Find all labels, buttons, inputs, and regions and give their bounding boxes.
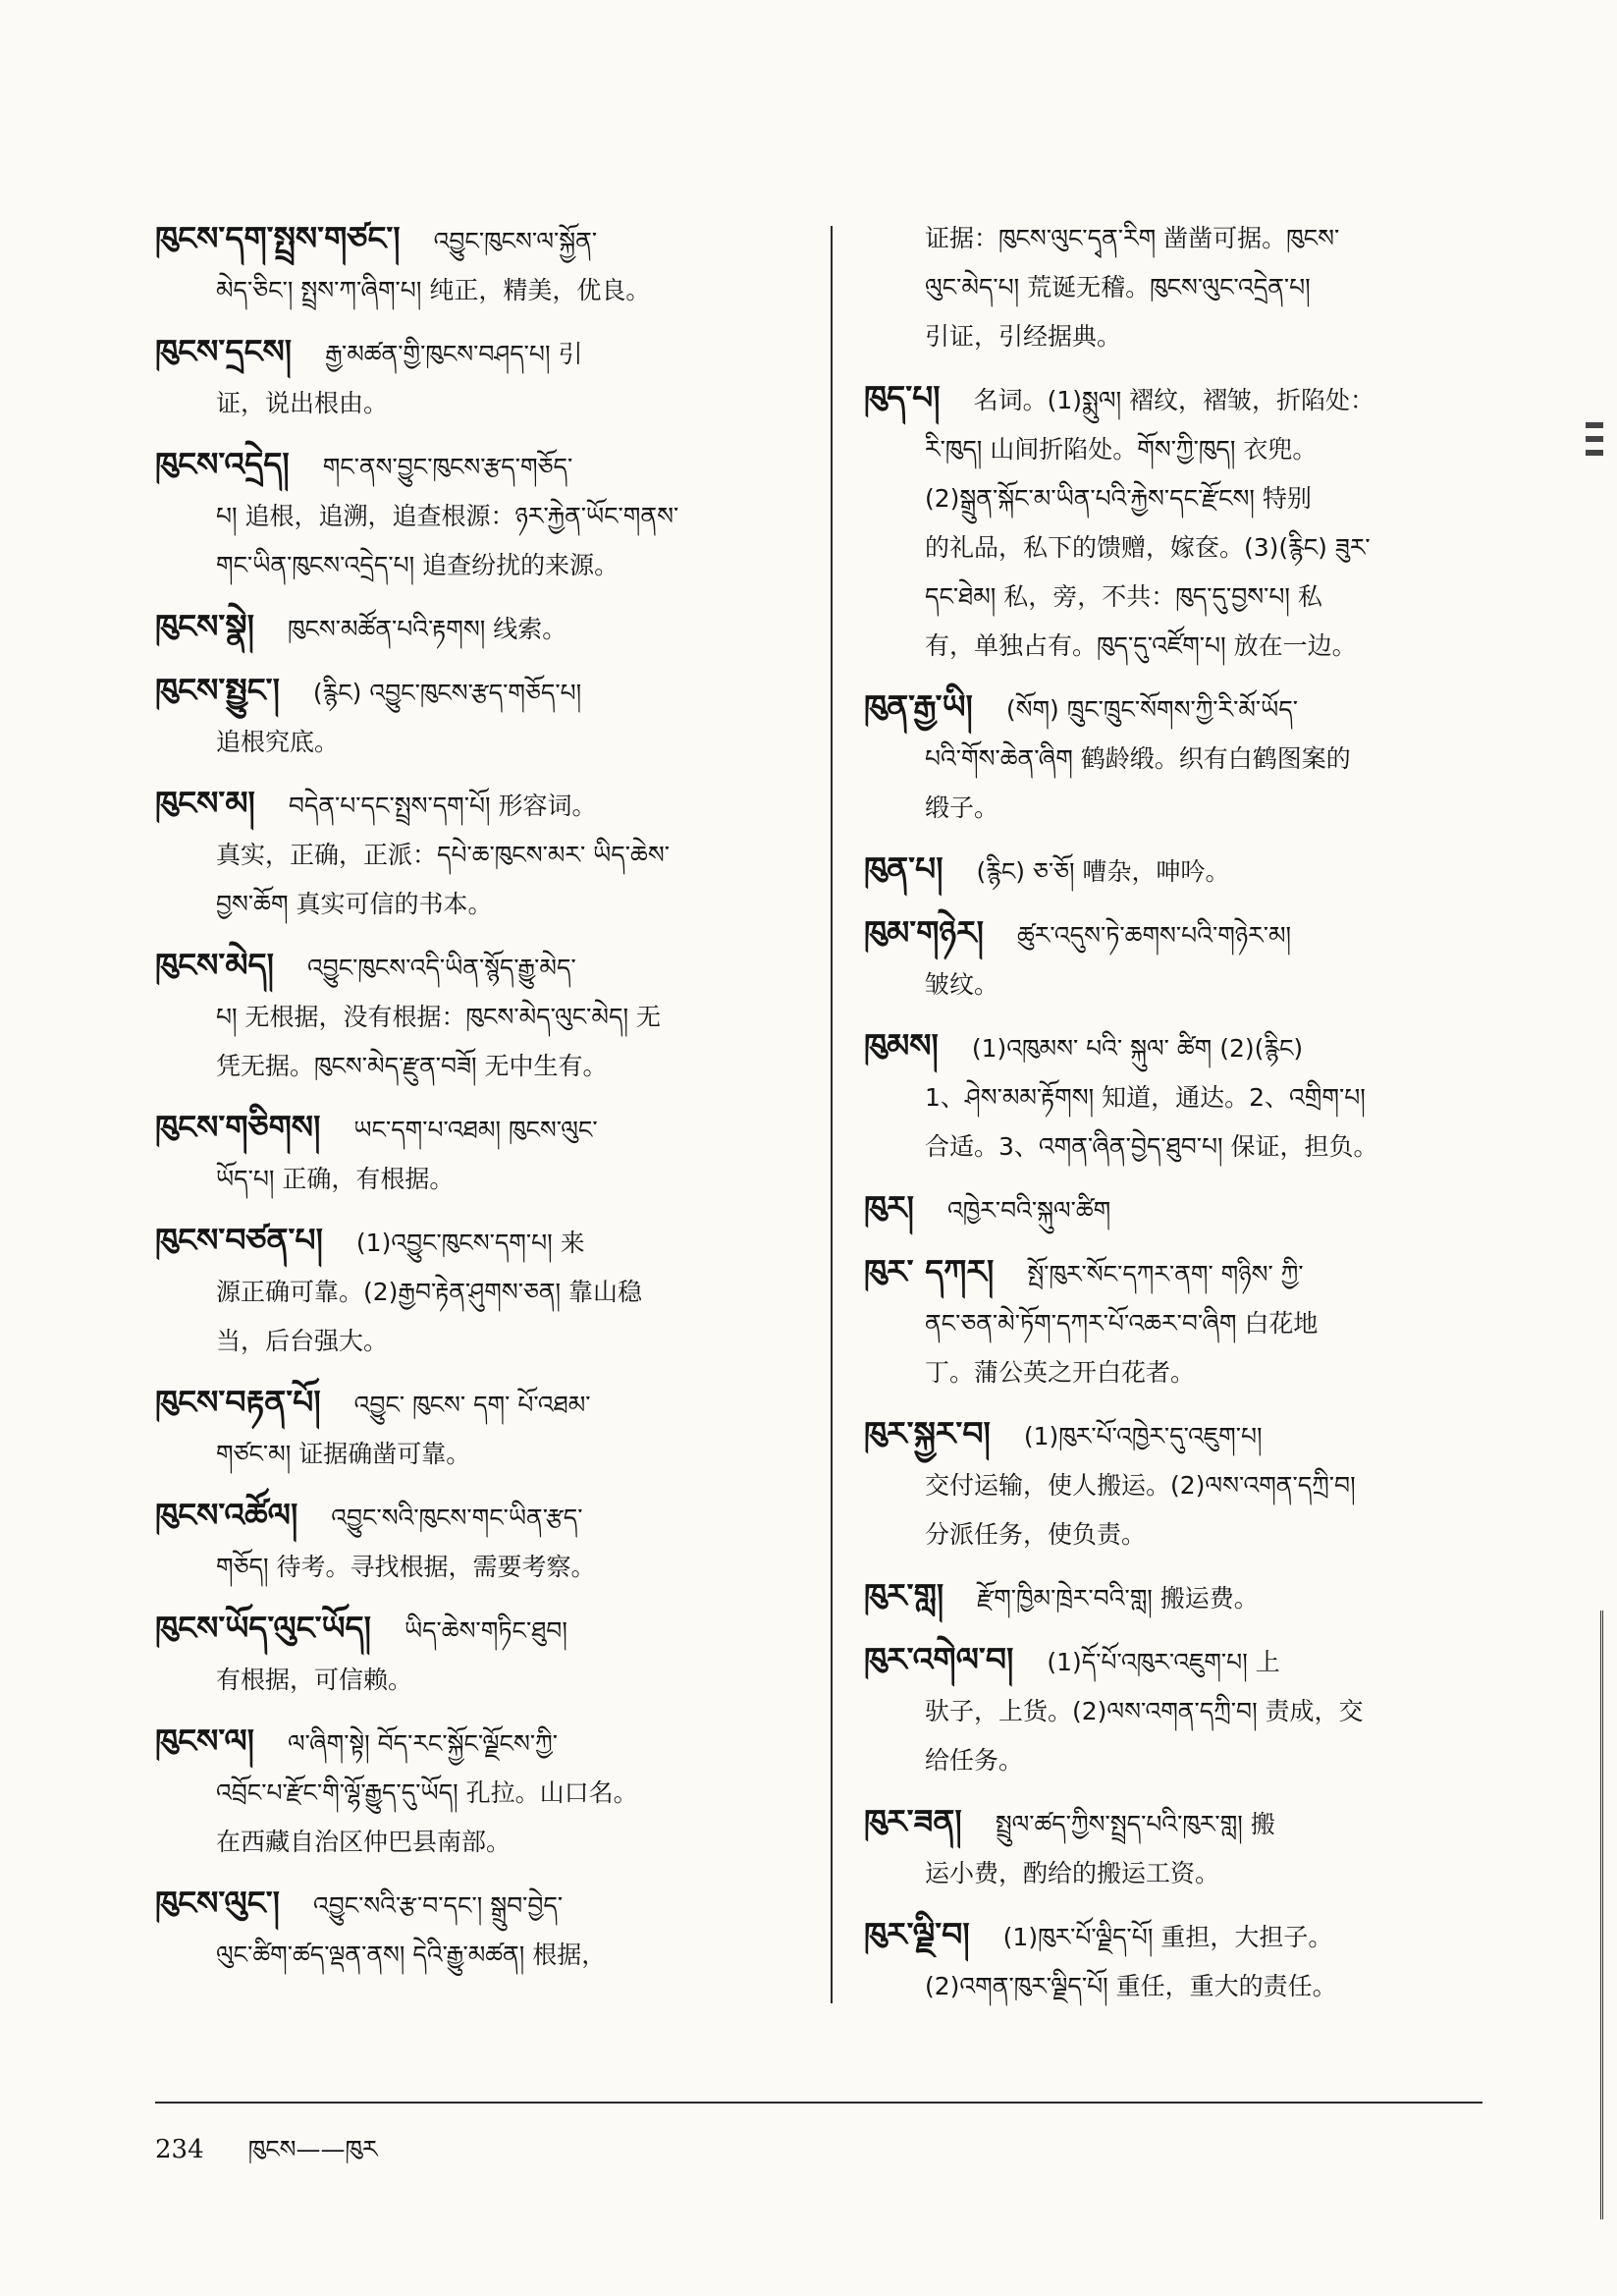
entry-line-row: [155, 666, 805, 718]
entry-headword: ཁུངས་བཙན་པ།: [155, 1221, 323, 1259]
entry-line-row: [864, 523, 1492, 573]
entry-line-row: [155, 1931, 805, 1980]
entry-line: (2)སྒྲུན་སྐོང་མ་ཡིན་པའི་རྐྱེས་དང་རྫོངས། 特别: [925, 484, 1312, 513]
entry-line-row: [155, 1378, 805, 1430]
entry-line-row: [864, 1962, 1492, 2011]
entry-line: ཡང་དག་པ་འཐམ། ཁུངས་ལུང་: [353, 1116, 598, 1144]
entry-line: གཅོད། 待考。寻找根据，需要考察。: [216, 1553, 596, 1581]
entry-headword: ཁུངས་གཅིགས།: [155, 1108, 321, 1146]
entry-line: རྫོག་ཁྱིམ་ཁྲེར་བའི་གླ། 搬运费。: [977, 1584, 1259, 1613]
entry-line: རྒྱ་མཚན་གྱི་ཁུངས་བཤད་པ། 引: [325, 340, 583, 368]
entry-line: ནང་ཅན་མེ་ཏོག་དཀར་པོ་འཆར་བ་ཞིག 白花地: [925, 1309, 1319, 1338]
entry-line: 引证，引经据典。: [925, 322, 1122, 351]
dictionary-entry: [864, 1183, 1492, 1235]
entry-line: 缎子。: [925, 793, 999, 822]
dictionary-entry: [155, 779, 805, 929]
entry-line: 给任务。: [925, 1746, 1024, 1775]
entry-line: འབྱུང་སའི་རྩ་བ་དང་། སྒྲུབ་བྱེད་: [312, 1891, 564, 1920]
entry-line-row: [155, 941, 805, 993]
entry-line-row: [155, 327, 805, 379]
entry-line: (1)འཁུམས་ པའི་ སྐུལ་ ཚིག (2)(རྙིང): [971, 1034, 1304, 1063]
entry-line-row: [155, 492, 805, 541]
entry-line-row: [864, 1122, 1492, 1172]
dictionary-entry: [155, 666, 805, 767]
entry-line-row: [864, 1510, 1492, 1559]
dictionary-entry: [155, 941, 805, 1091]
dictionary-entry: [864, 1247, 1492, 1397]
entry-line-row: [155, 1818, 805, 1867]
entry-headword: ཁུར།: [864, 1188, 914, 1227]
dictionary-entry: [155, 1604, 805, 1705]
entry-line: (1)ཁུར་པོ་འཁྱེར་དུ་འཇུག་པ།: [1023, 1422, 1263, 1450]
entry-line-row: [155, 1317, 805, 1366]
footer-rule: [155, 2102, 1482, 2104]
entry-line-row: [155, 1769, 805, 1818]
entry-line: བདེན་པ་དང་སྤྲས་དག་པོ། 形容词。: [288, 792, 597, 820]
entry-line: འབྲོང་པ་རྫོང་གི་ལྷོ་རྒྱུད་དུ་ཡོད། 孔拉。山口名。: [216, 1778, 638, 1807]
entry-line: པ། 无根据，没有根据：ཁུངས་མེད་ལུང་མེད། 无: [216, 1003, 661, 1031]
entry-headword: ཁུངས་འཚོལ།: [155, 1496, 298, 1534]
entry-line: (སོག) ཁྲུང་ཁྲུང་སོགས་ཀྱི་རི་མོ་ཡོད་: [1005, 695, 1299, 724]
entry-line-row: [864, 1687, 1492, 1736]
entry-line: སྤོ་ཁུར་སོང་དཀར་ནག་ གཉིས་ ཀྱི་: [1027, 1260, 1304, 1288]
entry-line-row: [155, 541, 805, 590]
dictionary-entry: [155, 1879, 805, 1980]
entry-line-row: [864, 1635, 1492, 1687]
entry-line: ལུང་མེད་པ། 荒诞无稽。ཁུངས་ལུང་འདྲེན་པ།: [925, 273, 1311, 301]
entry-line: རི་ཁུད། 山间折陷处。གོས་ཀྱི་ཁུད། 衣兜。: [925, 435, 1318, 464]
entry-headword: ཁུར་ལྗི་བ།: [864, 1915, 970, 1953]
entry-line-row: [864, 1461, 1492, 1510]
entry-headword: ཁུམས།: [864, 1026, 939, 1065]
entry-line: 的礼品，私下的馈赠，嫁奁。(3)(རྙིང) ཟུར་: [925, 533, 1371, 562]
entry-line: གང་ནས་བྱུང་ཁུངས་རྩད་གཅོད་: [322, 453, 573, 481]
entry-line: གང་ཡིན་ཁུངས་འདྲེད་པ། 追查纷扰的来源。: [216, 551, 620, 579]
entry-line-row: [155, 1543, 805, 1592]
entry-line: ལུང་ཚིག་ཚད་ལྡན་ནས། དེའི་རྒྱུ་མཚན། 根据，: [216, 1941, 607, 1969]
dictionary-entry: [864, 1409, 1492, 1559]
entry-line-row: [864, 1299, 1492, 1348]
entry-line: འབྱུང་ཁུངས་ལ་སྐྱོན་: [433, 227, 598, 255]
dictionary-entry: [864, 1635, 1492, 1785]
entry-line: (རྙིང) ཅ་ཅོ། 嘈杂，呻吟。: [976, 857, 1230, 886]
entry-line-row: [864, 683, 1492, 735]
entry-line-row: [864, 1183, 1492, 1235]
entry-line-row: [155, 1656, 805, 1705]
right-column: [864, 214, 1492, 2023]
entry-headword: ཁུངས་འདྲེད།: [155, 445, 290, 483]
entry-line-row: [155, 831, 805, 880]
entry-line-row: [155, 379, 805, 428]
entry-line: མེད་ཅིང་། སྤྲས་ཀ་ཞིག་པ། 纯正，精美，优良。: [216, 276, 651, 304]
edge-binding-bar: [1600, 1611, 1617, 2219]
entry-line: 源正确可靠。(2)རྒྱབ་རྟེན་ཤུགས་ཅན། 靠山稳: [216, 1278, 643, 1306]
entry-line-row: [155, 1042, 805, 1091]
dictionary-entry: [864, 1910, 1492, 2011]
entry-line-row: [155, 266, 805, 315]
entry-headword: ཁུར་སྐྱར་བ།: [864, 1414, 991, 1452]
entry-line-row: [155, 993, 805, 1042]
entry-line-row: [155, 1216, 805, 1268]
entry-line: 有根据，可信赖。: [216, 1666, 413, 1694]
dictionary-entry: [155, 1103, 805, 1204]
entry-line-row: [155, 440, 805, 492]
entry-line: 丁。蒲公英之开白花者。: [925, 1358, 1196, 1387]
entry-line-row: [155, 1430, 805, 1479]
entry-line-row: [864, 1348, 1492, 1397]
entry-line-row: [155, 1879, 805, 1931]
entry-line-row: [864, 214, 1492, 263]
left-column: [155, 214, 805, 1992]
entry-line: ལ་ཞིག་སྟེ། བོད་རང་སྐྱོང་ལྗོངས་ཀྱི་: [287, 1729, 558, 1758]
entry-line-row: [864, 908, 1492, 960]
entry-line: (1)དོ་པོ་འཁུར་འཇུག་པ། 上: [1047, 1648, 1280, 1676]
dictionary-entry: [864, 683, 1492, 833]
entry-line: འཁྱེར་བའི་སྐུལ་ཚིག: [947, 1196, 1111, 1225]
dictionary-entry: [864, 1021, 1492, 1172]
entry-line: 有，单独占有。ཁུད་དུ་འཛོག་པ། 放在一边。: [925, 631, 1357, 660]
page-number: 234: [155, 2135, 204, 2164]
entry-line: (2)འགན་ཁུར་ལྗིད་པོ། 重任，重大的责任。: [925, 1972, 1337, 2000]
entry-line: 分派任务，使负责。: [925, 1520, 1147, 1549]
entry-line-row: [155, 214, 805, 266]
entry-line-row: [864, 1797, 1492, 1849]
entry-line: ཚུར་འདུས་ཏེ་ཆགས་པའི་གཉེར་མ།: [1016, 921, 1292, 950]
dictionary-entry: [155, 214, 805, 315]
entry-headword: ཁུངས་དྲངས།: [155, 332, 293, 370]
entry-line: 驮子，上货。(2)ལས་འགན་དཀྲི་བ། 责成，交: [925, 1697, 1364, 1725]
entry-headword: ཁུངས་སྤྱུང་།: [155, 671, 280, 709]
entry-headword: ཁུངས་བརྟན་པོ།: [155, 1383, 321, 1421]
entry-line: ཡོད་པ། 正确，有根据。: [216, 1165, 455, 1193]
dictionary-entry: [864, 1797, 1492, 1898]
entry-headword: ཁུངས་ཡོད་ལུང་ཡོད།: [155, 1609, 371, 1647]
dictionary-entry: [864, 908, 1492, 1010]
entry-line-row: [864, 1849, 1492, 1898]
entry-headword: ཁུངས་སྣེ།: [155, 607, 254, 645]
entry-headword: ཁུངས་དག་སྤྲས་གཙང་།: [155, 219, 401, 257]
entry-line-row: [864, 1910, 1492, 1962]
entry-line-row: [155, 880, 805, 929]
entry-headword: ཁུངས་ལ།: [155, 1722, 254, 1760]
dictionary-entry: [155, 1491, 805, 1592]
entry-headword: ཁུར་འགེལ་བ།: [864, 1640, 1014, 1678]
entry-line-row: [864, 474, 1492, 523]
entry-line-row: [864, 573, 1492, 622]
dictionary-entry: [155, 602, 805, 654]
entry-line: (1)ཁུར་པོ་ལྗིད་པོ། 重担，大担子。: [1002, 1923, 1333, 1951]
entry-headword: ཁུད་པ།: [864, 378, 941, 416]
entry-line: 证据：ཁུངས་ལུང་དྭན་རིག 凿凿可据。ཁུངས་: [925, 224, 1340, 252]
entry-line-row: [864, 263, 1492, 312]
entry-line-row: [155, 1604, 805, 1656]
entry-line-row: [864, 1021, 1492, 1073]
entry-line: 当，后台强大。: [216, 1327, 389, 1355]
entry-line: གཙང་མ། 证据确凿可靠。: [216, 1440, 471, 1468]
running-head: ཁུངས——ཁུར: [247, 2135, 378, 2163]
entry-line-row: [864, 1247, 1492, 1299]
entry-line: 交付运输，使人搬运。(2)ལས་འགན་དཀྲི་བ།: [925, 1471, 1356, 1500]
entry-line: 在西藏自治区仲巴县南部。: [216, 1828, 512, 1856]
entry-headword: ཁུངས་མ།: [155, 784, 255, 822]
entry-line-row: [864, 1073, 1492, 1122]
entry-line: (1)འབྱུང་ཁུངས་དག་པ། 来: [355, 1229, 585, 1257]
entry-headword: ཁུར་གླ།: [864, 1576, 944, 1614]
entry-line-row: [155, 1155, 805, 1204]
entry-line-row: [155, 1268, 805, 1317]
column-divider: [831, 226, 833, 2003]
dictionary-entry: [155, 1378, 805, 1479]
entry-line: དང་ཐེམ། 私，旁，不共：ཁུད་དུ་བྱས་པ། 私: [925, 582, 1322, 611]
entry-headword: ཁུར་ཟན།: [864, 1802, 962, 1840]
entry-line-row: [864, 1736, 1492, 1785]
dictionary-entry: [864, 373, 1492, 671]
entry-line-row: [864, 784, 1492, 833]
dictionary-entry: [864, 1571, 1492, 1623]
entry-line: 真实，正确，正派：དཔེ་ཆ་ཁུངས་མར་ ཡིད་ཆེས་: [216, 841, 670, 869]
entry-line-row: [155, 1491, 805, 1543]
entry-line: 合适。3、འགན་ཞིན་བྱེད་ཐུབ་པ། 保证，担负。: [925, 1132, 1378, 1161]
entry-line: འབྱུང་སའི་ཁུངས་གང་ཡིན་རྩད་: [331, 1503, 583, 1532]
entry-line-row: [864, 425, 1492, 474]
entry-line: 皱纹。: [925, 970, 999, 999]
entry-line-row: [155, 1717, 805, 1769]
entry-line-row: [864, 735, 1492, 784]
entry-headword: ཁུངས་ལུང་།: [155, 1884, 280, 1922]
entry-headword: ཁུར་ དཀར།: [864, 1252, 995, 1290]
entry-headword: ཁུངས་མེད།: [155, 946, 274, 984]
entry-line: པ། 追根，追溯，追查根源：ཉར་རྐྱེན་ཡོང་གནས་: [216, 502, 679, 530]
entry-headword: ཁུན་པ།: [864, 849, 943, 888]
edge-tab-marks: [1586, 422, 1603, 464]
entry-line: པའི་གོས་ཆེན་ཞིག 鹤龄缎。织有白鹤图案的: [925, 744, 1351, 773]
dictionary-entry: [155, 327, 805, 428]
entry-line: 证，说出根由。: [216, 389, 389, 417]
entry-line: (རྙིང) འབྱུང་ཁུངས་རྩད་གཅོད་པ།: [312, 679, 582, 707]
dictionary-entry: [155, 1717, 805, 1867]
dictionary-entry: [864, 845, 1492, 897]
entry-line-row: [864, 1571, 1492, 1623]
entry-line-row: [155, 602, 805, 654]
entry-line-row: [864, 373, 1492, 425]
entry-line: 名词。(1)སྨུལ། 褶纹，褶皱，折陷处：: [973, 386, 1375, 414]
entry-line: འབྱུང་ཁུངས་འདི་ཡིན་སྙོད་རྒྱུ་མེད་: [306, 954, 576, 982]
entry-line-row: [864, 960, 1492, 1010]
page-footer: [155, 2102, 1482, 2191]
entry-headword: ཁུམ་གཉེར།: [864, 913, 984, 952]
entry-line: ཁུངས་མཚོན་པའི་རྟགས། 线索。: [287, 615, 567, 643]
entry-line-row: [864, 1409, 1492, 1461]
entry-line: འབྱུང་ ཁུངས་ དག་ པོ་འཐམ་: [353, 1391, 591, 1419]
entry-line: ཡིད་ཆེས་གཏིང་ཐུབ།: [404, 1616, 567, 1645]
entry-line: བྱས་ཆོག 真实可信的书本。: [216, 890, 493, 918]
entry-line: 追根究底。: [216, 728, 340, 756]
entry-line-row: [155, 779, 805, 831]
entry-line-row: [864, 845, 1492, 897]
entry-line-row: [155, 718, 805, 767]
entry-line-row: [155, 1103, 805, 1155]
entry-line-row: [864, 622, 1492, 671]
entry-line: 1、ཤེས་མམ་རྟོགས། 知道，通达。2、འགྲིག་པ།: [925, 1083, 1366, 1112]
entry-line: 运小费，酌给的搬运工资。: [925, 1859, 1220, 1887]
entry-line: 凭无据。ཁུངས་མེད་རྫུན་བཟོ། 无中生有。: [216, 1052, 608, 1080]
entry-line-row: [864, 312, 1492, 361]
dictionary-entry: [864, 214, 1492, 361]
dictionary-entry: [155, 440, 805, 590]
entry-line: སྤྲུལ་ཚད་ཀྱིས་སྤྲད་པའི་ཁུར་གླ། 搬: [995, 1810, 1275, 1838]
entry-headword: ཁུན་རྒྱ་ཡི།: [864, 687, 973, 726]
dictionary-entry: [155, 1216, 805, 1366]
